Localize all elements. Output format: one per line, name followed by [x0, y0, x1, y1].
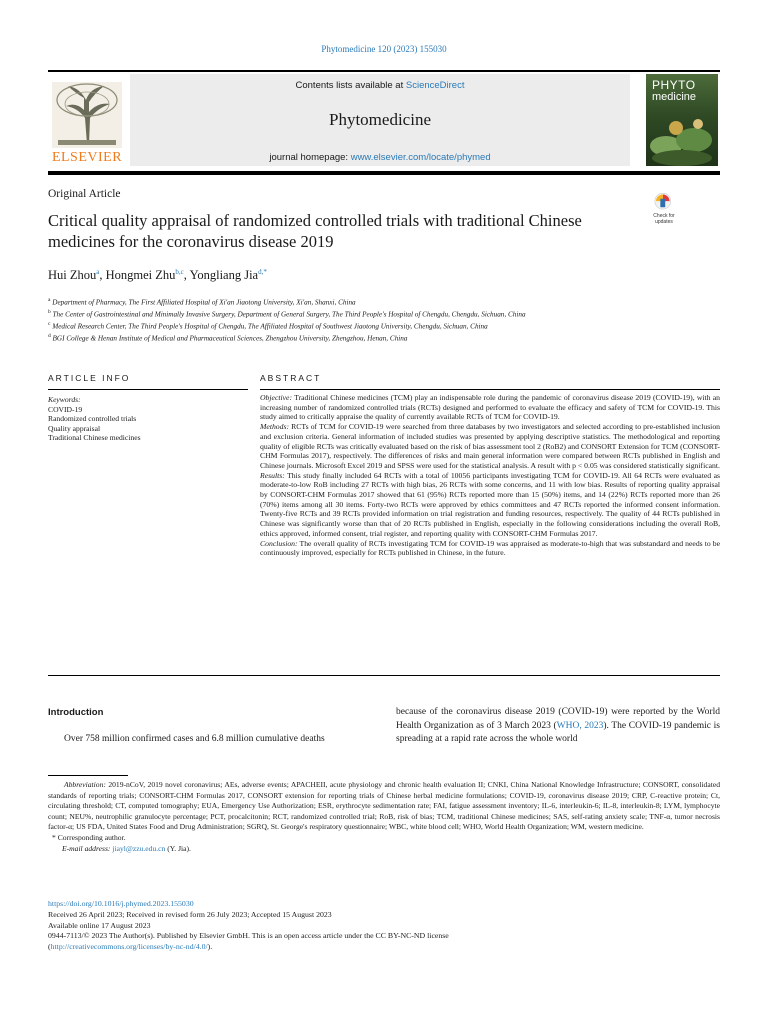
abstract-section-label: Results:	[260, 470, 285, 480]
keyword-item: Traditional Chinese medicines	[48, 433, 141, 442]
homepage-link[interactable]: www.elsevier.com/locate/phymed	[350, 152, 491, 163]
abstract-rule	[260, 389, 720, 390]
who-citation-link[interactable]: WHO, 2023	[556, 720, 604, 731]
affiliation-marker: b	[48, 308, 51, 315]
article-title: Critical quality appraisal of randomized controlled trials with traditional Chinese medicines for the coronavirus disease 2019	[48, 211, 582, 251]
affiliation-item	[48, 332, 728, 344]
keywords-label: Keywords:	[48, 395, 81, 404]
keyword-item: Randomized controlled trials	[48, 414, 137, 423]
affiliation-text: Medical Research Center, The Third People's Hospital of Chengdu, The Affiliated Hospital of Southwest Jiaotong University, Chengdu, Sichuan, China	[52, 322, 488, 331]
check-for-updates-icon[interactable]	[649, 192, 679, 214]
corresponding-text: Corresponding author.	[57, 832, 126, 842]
abstract-conclusion	[260, 539, 720, 558]
abstract-section-label: Methods:	[260, 422, 290, 432]
keywords-block	[48, 395, 248, 443]
author-name[interactable]: Yongliang Jia	[189, 268, 259, 283]
footnote-rule	[48, 775, 128, 776]
email-footnote	[48, 844, 720, 855]
abbreviation-footnote	[48, 780, 720, 833]
article-meta	[48, 899, 720, 953]
asterisk-marker: *	[52, 832, 58, 842]
license-link[interactable]: http://creativecommons.org/licenses/by-nc-nd/4.0/	[50, 942, 208, 952]
homepage-prefix: journal homepage:	[269, 152, 351, 163]
author-affiliation-marker[interactable]: b,c	[175, 268, 184, 276]
cover-title-line1: PHYTO	[652, 78, 696, 92]
homepage-line	[130, 152, 630, 163]
abbreviation-text: 2019-nCoV, 2019 novel coronavirus; AEs, adverse events; APACHEII, acute physiology and chronic health evaluation II; CNKI, China National Knowledge Infrastructure; CONSORT, consolidated standards of reporting trials; CONSORT-CHM Formulas 2017, CONSORT extension for reporting trials of Chinese herbal medicine formulations; COVID-19, coronavirus disease 2019; CRP, C-reactive protein; Ct, circulating threshold; CT, computed tomography; EUA, Emergency Use Authorization; ESR, erythrocyte sedimentation rate; FAI, fatigue assessment inventory; IL-6, interleukin-6; IL-8, interleukin-8; LYM, lymphocyte count; NEU%, neutrophilic granulocyte percentage; PCT, procalcitonin; RCT, randomized controlled trial; RoB, risk of bias; TCM, traditional Chinese medicines; SAS, self-rating anxiety scale; TNF-α, tumor necrosis factor-α; US FDA, United States Food and Drug Administration; SGRQ, St. George's respiratory questionnaire; WBC, white blood cell; WHO, World Health Organization; WM, western medicine.	[48, 780, 721, 832]
abstract-results	[260, 471, 720, 539]
received-dates: Received 26 April 2023; Received in revised form 26 July 2023; Accepted 15 August 2023	[48, 909, 332, 919]
affiliation-marker: a	[48, 297, 51, 303]
email-label: E-mail address:	[62, 843, 111, 853]
introduction-text-left: Over 758 million confirmed cases and 6.8 million cumulative deaths	[64, 734, 325, 744]
abstract-section-text: RCTs of TCM for COVID-19 were searched from three databases by two investigators and selected according to pre-established inclusion and exclusion criteria. General information of included studies was presented by applying descriptive statistics. The methodological and reporting quality of eligible RCTs was critically evaluated based on the risk of bias assessment tool 2 (RoB2) and CONSORT Extension for TCM (CONSORT-CHM Formulas 2017), respectively. The differences of risks and main general information were compared between RCTs published in English and Chinese journals. Microsoft Excel 2019 and SPSS were used for the statistical analysis. A result with p < 0.05 was considered statistically significant.	[260, 422, 721, 470]
available-online-date: Available online 17 August 2023	[48, 920, 151, 930]
affiliation-marker: d	[48, 332, 51, 339]
article-info-rule	[48, 389, 248, 390]
license-end: ).	[207, 942, 213, 952]
intro-text-segment: because of the coronavirus disease 2019 (COVID-19) were reported by the World Health Organization as of 3 March 2023 (	[396, 707, 720, 731]
masthead-box	[130, 74, 630, 166]
keyword-item: COVID-19	[48, 404, 83, 414]
affiliation-list	[48, 296, 728, 344]
journal-banner	[48, 70, 720, 168]
email-owner: (Y. Jia).	[167, 843, 191, 853]
abstract-section-text: Traditional Chinese medicines (TCM) play an indispensable role during the pandemic of coronavirus disease 2019 (COVID-19), with an increasing number of randomized controlled trials (RCTs) designed and performed to evaluate the efficacy and safety of TCM for COVID-19. This study aimed to critically appraise the quality of currently available RCTs of TCM for COVID-19.	[260, 393, 720, 422]
article-info-heading: ARTICLE INFO	[48, 373, 131, 383]
check-for-updates-label[interactable]: Check for updates	[653, 213, 675, 225]
abstract-objective	[260, 393, 720, 422]
abstract-section-text: This study finally included 64 RCTs with a total of 10056 participants investigating TCM for COVID-19. All 64 RCTs were evaluated as moderate-to-low RoB including 27 RCTs with high bias, 26 RCTs with some concerns, and 11 with low bias. Results of reporting quality appraisal by CONSORT-CHM Formulas 2017 showed that 61 (95%) RCTs reported more than 15 (50%) items, and 14 (22%) RCTs reported more than 26 (70%) items among all 30 items. Forty-two RCTs were approved by ethics committees and 47 RCTs reported the informed consent information. Twenty-five RCTs and 39 RCTs provided information on trial registration and funding resources, respectively. The quality of 44 RCTs published in Chinese was significantly worse than that of 20 RCTs published in English, especially in the following considerations including the overall RoB, ethics approved, informed consent, trial register, and reporting quality with CONSORT-CHM Formulas 2017.	[260, 470, 720, 538]
intro-text-segment: ). The COVID-19 pandemic is spreading at a rapid rate across the whole world	[396, 720, 720, 744]
affiliation-text: Department of Pharmacy, The First Affiliated Hospital of Xi'an Jiaotong University, Xi'an, Shanxi, China	[52, 298, 356, 307]
author-affiliation-marker[interactable]: a	[96, 268, 100, 276]
abstract-methods	[260, 422, 720, 471]
affiliation-text: BGI College & Henan Institute of Medical and Pharmaceutical Sciences, Zhengzhou University, Zhengzhou, Henan, China	[52, 334, 408, 343]
abstract-heading: ABSTRACT	[260, 373, 322, 383]
journal-reference[interactable]: Phytomedicine 120 (2023) 155030	[321, 44, 447, 54]
contents-prefix: Contents lists available at	[295, 80, 406, 91]
cover-plant-icon	[646, 106, 718, 166]
doi-link[interactable]: https://doi.org/10.1016/j.phymed.2023.155030	[48, 899, 194, 908]
license-statement: 0944-7113/© 2023 The Author(s). Published by Elsevier GmbH. This is an open access article under the CC BY-NC-ND license (http://creativecommons.org/licenses/by-nc-nd/4.0/).	[48, 931, 449, 952]
publisher-name: ELSEVIER	[51, 150, 123, 165]
author-name[interactable]: Hongmei Zhu	[105, 268, 176, 283]
email-link[interactable]: jiayl@zzu.edu.cn	[112, 843, 166, 853]
footnotes	[48, 780, 720, 854]
sciencedirect-link[interactable]: ScienceDirect	[405, 80, 465, 91]
introduction-text-right	[396, 706, 720, 747]
cover-title-line2: medicine	[652, 91, 697, 103]
abstract-section-label: Objective:	[260, 393, 293, 402]
affiliation-item	[48, 308, 728, 320]
introduction-heading: Introduction	[48, 707, 104, 718]
affiliation-marker: c	[48, 320, 51, 327]
corresponding-footnote	[48, 833, 720, 844]
keyword-item: Quality appraisal	[48, 423, 101, 433]
journal-cover-thumbnail[interactable]	[646, 74, 718, 166]
banner-bottom-rule	[48, 171, 720, 175]
license-text: 0944-7113/© 2023 The Author(s). Published by Elsevier GmbH. This is an open access article under the CC BY-NC-ND license	[48, 931, 449, 941]
banner-top-rule	[48, 70, 720, 72]
abstract-section-label: Conclusion:	[260, 538, 298, 548]
abstract-body	[260, 393, 720, 558]
author-list: Hui Zhou$^a$, Hongmei Zhu$^{b,c}$, Yongliang Jia$^{d,*}$	[48, 268, 267, 283]
article-type: Original Article	[48, 188, 121, 200]
affiliation-item	[48, 320, 728, 332]
contents-line	[130, 80, 630, 91]
affiliation-text: The Center of Gastrointestinal and Minimally Invasive Surgery, Department of General Surgery, The Third People's Hospital of Chengdu, Chengdu, Sichuan, China	[52, 310, 526, 319]
abstract-section-text: The overall quality of RCTs investigating TCM for COVID-19 was appraised as moderate-to-high that was substandard and needs to be continuously improved, especially for RCTs published in Chinese, in the future.	[260, 538, 720, 558]
abstract-bottom-rule	[48, 675, 720, 676]
author-affiliation-marker[interactable]: d,*	[258, 268, 267, 276]
affiliation-item	[48, 296, 728, 308]
author-name[interactable]: Hui Zhou	[48, 268, 97, 283]
journal-title: Phytomedicine	[329, 110, 431, 129]
abbreviation-label: Abbreviation:	[64, 780, 106, 789]
